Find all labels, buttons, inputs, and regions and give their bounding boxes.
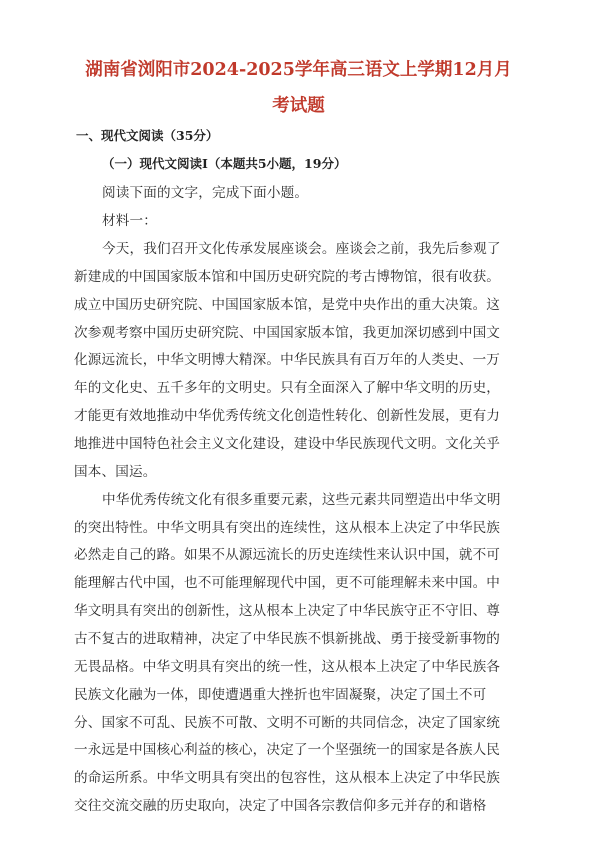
paragraph-line: 能理解古代中国，也不可能理解现代中国，更不可能理解未来中国。中: [74, 575, 501, 591]
paragraph-line: 的突出特性。中华文明具有突出的连续性，这从根本上决定了中华民族: [74, 520, 501, 536]
paragraph-line: 今天，我们召开文化传承发展座谈会。座谈会之前，我先后参观了: [102, 241, 501, 257]
paragraph-line: 才能更有效地推动中华优秀传统文化创造性转化、创新性发展，更有力: [74, 408, 501, 424]
paragraph-line: 无畏品格。中华文明具有突出的统一性，这从根本上决定了中华民族各: [74, 659, 501, 675]
paragraph-line: 成立中国历史研究院、中国国家版本馆，是党中央作出的重大决策。这: [74, 297, 501, 313]
paragraph-line: 华文明具有突出的创新性，这从根本上决定了中华民族守正不守旧、尊: [74, 603, 501, 619]
paragraph-line: 民族文化融为一体，即使遭遇重大挫折也牢固凝聚，决定了国土不可: [74, 687, 487, 703]
paragraph-line: 中华优秀传统文化有很多重要元素，这些元素共同塑造出中华文明: [102, 492, 501, 508]
paragraph-line: 交往交流交融的历史取向，决定了中国各宗教信仰多元并存的和谐格: [74, 798, 487, 814]
paragraph-line: 国本、国运。: [74, 464, 157, 480]
paragraph-line: 次参观考察中国历史研究院、中国国家版本馆，我更加深切感到中国文: [74, 325, 501, 341]
paragraph-line: 新建成的中国国家版本馆和中国历史研究院的考古博物馆，很有收获。: [74, 269, 501, 285]
paragraph-line: 必然走自己的路。如果不从源远流长的历史连续性来认识中国，就不可: [74, 547, 501, 563]
paragraph-line: 的命运所系。中华文明具有突出的包容性，这从根本上决定了中华民族: [74, 770, 501, 786]
paragraph-line: 分、国家不可乱、民族不可散、文明不可断的共同信念，决定了国家统: [74, 715, 501, 731]
section-heading: 一、现代文阅读（35分）: [76, 128, 219, 143]
document-title-line-1: 湖南省浏阳市2024-2025学年高三语文上学期12月月: [85, 60, 512, 80]
document-title-line-2: 考试题: [272, 96, 325, 116]
paragraph-line: 年的文化史、五千多年的文明史。只有全面深入了解中华文明的历史，: [74, 380, 501, 396]
subsection-heading: （一）现代文阅读Ⅰ（本题共5小题，19分）: [102, 156, 347, 171]
paragraph-line: 化源远流长，中华文明博大精深。中华民族具有百万年的人类史、一万: [74, 352, 501, 368]
paragraph-line: 古不复古的进取精神，决定了中华民族不惧新挑战、勇于接受新事物的: [74, 631, 501, 647]
instruction-line: 阅读下面的文字，完成下面小题。: [102, 185, 309, 201]
paragraph-line: 一永远是中国核心利益的核心，决定了一个坚强统一的国家是各族人民: [74, 742, 501, 758]
material-label: 材料一：: [102, 213, 157, 229]
paragraph-line: 地推进中国特色社会主义文化建设，建设中华民族现代文明。文化关乎: [74, 436, 501, 452]
